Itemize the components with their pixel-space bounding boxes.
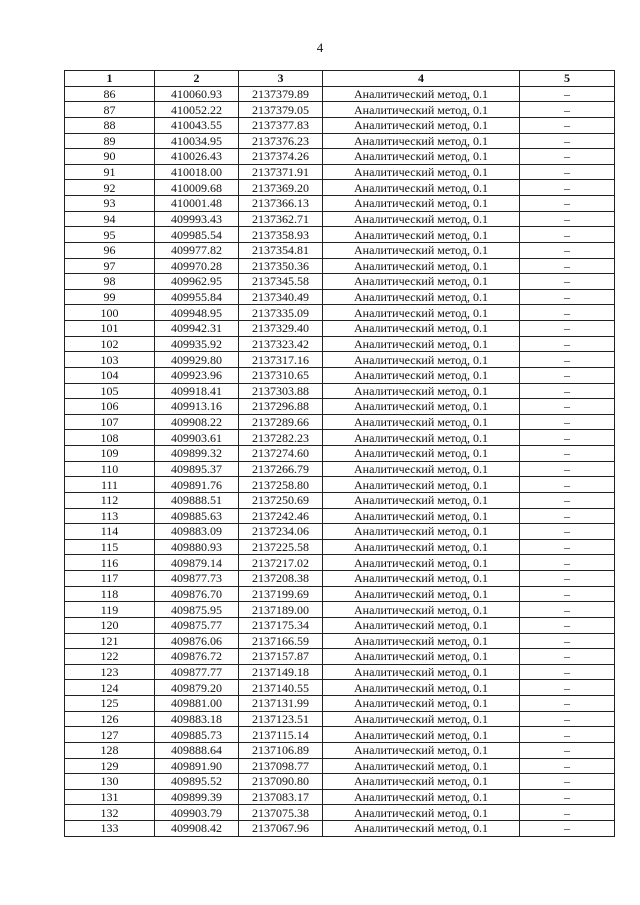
x-coordinate-cell: 409880.93 xyxy=(155,539,239,555)
point-number-cell: 112 xyxy=(65,492,155,508)
point-number-cell: 110 xyxy=(65,461,155,477)
method-cell: Аналитический метод, 0.1 xyxy=(323,664,520,680)
method-cell: Аналитический метод, 0.1 xyxy=(323,539,520,555)
point-number-cell: 129 xyxy=(65,758,155,774)
note-cell: – xyxy=(520,86,615,102)
table-row xyxy=(65,321,615,337)
table-body xyxy=(65,86,615,836)
method-cell: Аналитический метод, 0.1 xyxy=(323,602,520,618)
x-coordinate-cell: 409993.43 xyxy=(155,211,239,227)
note-cell: – xyxy=(520,242,615,258)
point-number-cell: 124 xyxy=(65,680,155,696)
table-row xyxy=(65,196,615,212)
point-number-cell: 118 xyxy=(65,586,155,602)
point-number-cell: 89 xyxy=(65,133,155,149)
table-row xyxy=(65,352,615,368)
y-coordinate-cell: 2137374.26 xyxy=(239,149,323,165)
note-cell: – xyxy=(520,664,615,680)
point-number-cell: 111 xyxy=(65,477,155,493)
method-cell: Аналитический метод, 0.1 xyxy=(323,149,520,165)
point-number-cell: 115 xyxy=(65,539,155,555)
table-row xyxy=(65,399,615,415)
method-cell: Аналитический метод, 0.1 xyxy=(323,430,520,446)
method-cell: Аналитический метод, 0.1 xyxy=(323,633,520,649)
table-row xyxy=(65,664,615,680)
y-coordinate-cell: 2137310.65 xyxy=(239,367,323,383)
note-cell: – xyxy=(520,149,615,165)
table-row xyxy=(65,649,615,665)
note-cell: – xyxy=(520,821,615,837)
x-coordinate-cell: 409948.95 xyxy=(155,305,239,321)
column-header-2: 2 xyxy=(155,71,239,87)
method-cell: Аналитический метод, 0.1 xyxy=(323,414,520,430)
y-coordinate-cell: 2137303.88 xyxy=(239,383,323,399)
note-cell: – xyxy=(520,117,615,133)
column-header-5: 5 xyxy=(520,71,615,87)
y-coordinate-cell: 2137362.71 xyxy=(239,211,323,227)
method-cell: Аналитический метод, 0.1 xyxy=(323,133,520,149)
table-row xyxy=(65,227,615,243)
table-row xyxy=(65,86,615,102)
table-row xyxy=(65,586,615,602)
note-cell: – xyxy=(520,367,615,383)
note-cell: – xyxy=(520,414,615,430)
method-cell: Аналитический метод, 0.1 xyxy=(323,524,520,540)
method-cell: Аналитический метод, 0.1 xyxy=(323,367,520,383)
x-coordinate-cell: 409942.31 xyxy=(155,321,239,337)
point-number-cell: 104 xyxy=(65,367,155,383)
table-row xyxy=(65,211,615,227)
column-header-3: 3 xyxy=(239,71,323,87)
x-coordinate-cell: 409883.09 xyxy=(155,524,239,540)
x-coordinate-cell: 409891.90 xyxy=(155,758,239,774)
x-coordinate-cell: 409888.51 xyxy=(155,492,239,508)
method-cell: Аналитический метод, 0.1 xyxy=(323,180,520,196)
point-number-cell: 107 xyxy=(65,414,155,430)
table-row xyxy=(65,789,615,805)
page-number: 4 xyxy=(316,40,324,55)
table-row xyxy=(65,117,615,133)
x-coordinate-cell: 409899.32 xyxy=(155,446,239,462)
table-row xyxy=(65,180,615,196)
table-row xyxy=(65,758,615,774)
point-number-cell: 86 xyxy=(65,86,155,102)
y-coordinate-cell: 2137369.20 xyxy=(239,180,323,196)
note-cell: – xyxy=(520,617,615,633)
table-row xyxy=(65,571,615,587)
point-number-cell: 133 xyxy=(65,821,155,837)
y-coordinate-cell: 2137379.89 xyxy=(239,86,323,102)
table-row xyxy=(65,414,615,430)
method-cell: Аналитический метод, 0.1 xyxy=(323,102,520,118)
x-coordinate-cell: 410060.93 xyxy=(155,86,239,102)
point-number-cell: 121 xyxy=(65,633,155,649)
y-coordinate-cell: 2137217.02 xyxy=(239,555,323,571)
y-coordinate-cell: 2137258.80 xyxy=(239,477,323,493)
y-coordinate-cell: 2137234.06 xyxy=(239,524,323,540)
x-coordinate-cell: 409913.16 xyxy=(155,399,239,415)
table-row xyxy=(65,367,615,383)
note-cell: – xyxy=(520,539,615,555)
y-coordinate-cell: 2137067.96 xyxy=(239,821,323,837)
y-coordinate-cell: 2137345.58 xyxy=(239,274,323,290)
point-number-cell: 127 xyxy=(65,727,155,743)
column-header-4: 4 xyxy=(323,71,520,87)
y-coordinate-cell: 2137140.55 xyxy=(239,680,323,696)
point-number-cell: 90 xyxy=(65,149,155,165)
table-row xyxy=(65,336,615,352)
point-number-cell: 131 xyxy=(65,789,155,805)
x-coordinate-cell: 409977.82 xyxy=(155,242,239,258)
table-row xyxy=(65,242,615,258)
note-cell: – xyxy=(520,102,615,118)
note-cell: – xyxy=(520,133,615,149)
x-coordinate-cell: 409935.92 xyxy=(155,336,239,352)
point-number-cell: 103 xyxy=(65,352,155,368)
note-cell: – xyxy=(520,196,615,212)
y-coordinate-cell: 2137296.88 xyxy=(239,399,323,415)
method-cell: Аналитический метод, 0.1 xyxy=(323,86,520,102)
point-number-cell: 96 xyxy=(65,242,155,258)
note-cell: – xyxy=(520,571,615,587)
method-cell: Аналитический метод, 0.1 xyxy=(323,617,520,633)
note-cell: – xyxy=(520,352,615,368)
x-coordinate-cell: 409885.63 xyxy=(155,508,239,524)
x-coordinate-cell: 409970.28 xyxy=(155,258,239,274)
point-number-cell: 109 xyxy=(65,446,155,462)
point-number-cell: 130 xyxy=(65,774,155,790)
method-cell: Аналитический метод, 0.1 xyxy=(323,352,520,368)
method-cell: Аналитический метод, 0.1 xyxy=(323,399,520,415)
table-row xyxy=(65,258,615,274)
x-coordinate-cell: 409888.64 xyxy=(155,742,239,758)
method-cell: Аналитический метод, 0.1 xyxy=(323,117,520,133)
point-number-cell: 117 xyxy=(65,571,155,587)
note-cell: – xyxy=(520,649,615,665)
note-cell: – xyxy=(520,742,615,758)
x-coordinate-cell: 410034.95 xyxy=(155,133,239,149)
method-cell: Аналитический метод, 0.1 xyxy=(323,242,520,258)
note-cell: – xyxy=(520,696,615,712)
note-cell: – xyxy=(520,227,615,243)
x-coordinate-cell: 410043.55 xyxy=(155,117,239,133)
table-row xyxy=(65,149,615,165)
note-cell: – xyxy=(520,555,615,571)
method-cell: Аналитический метод, 0.1 xyxy=(323,789,520,805)
note-cell: – xyxy=(520,383,615,399)
point-number-cell: 128 xyxy=(65,742,155,758)
point-number-cell: 105 xyxy=(65,383,155,399)
table-header-row xyxy=(65,71,615,87)
table-row xyxy=(65,477,615,493)
note-cell: – xyxy=(520,336,615,352)
x-coordinate-cell: 410009.68 xyxy=(155,180,239,196)
table-row xyxy=(65,274,615,290)
y-coordinate-cell: 2137166.59 xyxy=(239,633,323,649)
table-row xyxy=(65,602,615,618)
y-coordinate-cell: 2137371.91 xyxy=(239,164,323,180)
x-coordinate-cell: 409875.77 xyxy=(155,617,239,633)
x-coordinate-cell: 409908.22 xyxy=(155,414,239,430)
table-row xyxy=(65,164,615,180)
note-cell: – xyxy=(520,180,615,196)
table-row xyxy=(65,805,615,821)
table-row xyxy=(65,430,615,446)
y-coordinate-cell: 2137376.23 xyxy=(239,133,323,149)
y-coordinate-cell: 2137289.66 xyxy=(239,414,323,430)
x-coordinate-cell: 409891.76 xyxy=(155,477,239,493)
y-coordinate-cell: 2137242.46 xyxy=(239,508,323,524)
note-cell: – xyxy=(520,430,615,446)
y-coordinate-cell: 2137175.34 xyxy=(239,617,323,633)
note-cell: – xyxy=(520,399,615,415)
x-coordinate-cell: 409903.79 xyxy=(155,805,239,821)
method-cell: Аналитический метод, 0.1 xyxy=(323,196,520,212)
method-cell: Аналитический метод, 0.1 xyxy=(323,555,520,571)
y-coordinate-cell: 2137225.58 xyxy=(239,539,323,555)
note-cell: – xyxy=(520,789,615,805)
point-number-cell: 101 xyxy=(65,321,155,337)
method-cell: Аналитический метод, 0.1 xyxy=(323,696,520,712)
note-cell: – xyxy=(520,289,615,305)
y-coordinate-cell: 2137149.18 xyxy=(239,664,323,680)
table-row xyxy=(65,680,615,696)
x-coordinate-cell: 409923.96 xyxy=(155,367,239,383)
table-row xyxy=(65,539,615,555)
method-cell: Аналитический метод, 0.1 xyxy=(323,649,520,665)
point-number-cell: 116 xyxy=(65,555,155,571)
table-row xyxy=(65,821,615,837)
method-cell: Аналитический метод, 0.1 xyxy=(323,477,520,493)
note-cell: – xyxy=(520,602,615,618)
point-number-cell: 91 xyxy=(65,164,155,180)
note-cell: – xyxy=(520,211,615,227)
method-cell: Аналитический метод, 0.1 xyxy=(323,727,520,743)
point-number-cell: 88 xyxy=(65,117,155,133)
y-coordinate-cell: 2137208.38 xyxy=(239,571,323,587)
x-coordinate-cell: 409985.54 xyxy=(155,227,239,243)
point-number-cell: 123 xyxy=(65,664,155,680)
note-cell: – xyxy=(520,274,615,290)
y-coordinate-cell: 2137350.36 xyxy=(239,258,323,274)
point-number-cell: 87 xyxy=(65,102,155,118)
note-cell: – xyxy=(520,758,615,774)
x-coordinate-cell: 409962.95 xyxy=(155,274,239,290)
x-coordinate-cell: 409876.72 xyxy=(155,649,239,665)
table-row xyxy=(65,305,615,321)
method-cell: Аналитический метод, 0.1 xyxy=(323,758,520,774)
method-cell: Аналитический метод, 0.1 xyxy=(323,680,520,696)
y-coordinate-cell: 2137075.38 xyxy=(239,805,323,821)
point-number-cell: 93 xyxy=(65,196,155,212)
point-number-cell: 102 xyxy=(65,336,155,352)
table-row xyxy=(65,508,615,524)
y-coordinate-cell: 2137123.51 xyxy=(239,711,323,727)
point-number-cell: 97 xyxy=(65,258,155,274)
y-coordinate-cell: 2137098.77 xyxy=(239,758,323,774)
point-number-cell: 120 xyxy=(65,617,155,633)
y-coordinate-cell: 2137131.99 xyxy=(239,696,323,712)
x-coordinate-cell: 409876.70 xyxy=(155,586,239,602)
x-coordinate-cell: 409899.39 xyxy=(155,789,239,805)
x-coordinate-cell: 409955.84 xyxy=(155,289,239,305)
y-coordinate-cell: 2137115.14 xyxy=(239,727,323,743)
x-coordinate-cell: 410018.00 xyxy=(155,164,239,180)
table-row xyxy=(65,617,615,633)
y-coordinate-cell: 2137366.13 xyxy=(239,196,323,212)
note-cell: – xyxy=(520,258,615,274)
note-cell: – xyxy=(520,164,615,180)
point-number-cell: 119 xyxy=(65,602,155,618)
table-row xyxy=(65,133,615,149)
y-coordinate-cell: 2137340.49 xyxy=(239,289,323,305)
x-coordinate-cell: 409903.61 xyxy=(155,430,239,446)
note-cell: – xyxy=(520,727,615,743)
table-row xyxy=(65,696,615,712)
coordinates-table xyxy=(64,70,615,837)
y-coordinate-cell: 2137157.87 xyxy=(239,649,323,665)
x-coordinate-cell: 409929.80 xyxy=(155,352,239,368)
x-coordinate-cell: 409885.73 xyxy=(155,727,239,743)
y-coordinate-cell: 2137189.00 xyxy=(239,602,323,618)
note-cell: – xyxy=(520,805,615,821)
table-row xyxy=(65,524,615,540)
point-number-cell: 98 xyxy=(65,274,155,290)
y-coordinate-cell: 2137106.89 xyxy=(239,742,323,758)
x-coordinate-cell: 409875.95 xyxy=(155,602,239,618)
x-coordinate-cell: 409879.14 xyxy=(155,555,239,571)
x-coordinate-cell: 409895.52 xyxy=(155,774,239,790)
y-coordinate-cell: 2137329.40 xyxy=(239,321,323,337)
method-cell: Аналитический метод, 0.1 xyxy=(323,742,520,758)
method-cell: Аналитический метод, 0.1 xyxy=(323,211,520,227)
x-coordinate-cell: 409918.41 xyxy=(155,383,239,399)
table-row xyxy=(65,711,615,727)
table-row xyxy=(65,383,615,399)
y-coordinate-cell: 2137199.69 xyxy=(239,586,323,602)
point-number-cell: 99 xyxy=(65,289,155,305)
column-header-1: 1 xyxy=(65,71,155,87)
point-number-cell: 92 xyxy=(65,180,155,196)
point-number-cell: 125 xyxy=(65,696,155,712)
y-coordinate-cell: 2137250.69 xyxy=(239,492,323,508)
method-cell: Аналитический метод, 0.1 xyxy=(323,821,520,837)
table-row xyxy=(65,289,615,305)
x-coordinate-cell: 409877.73 xyxy=(155,571,239,587)
note-cell: – xyxy=(520,586,615,602)
x-coordinate-cell: 409881.00 xyxy=(155,696,239,712)
point-number-cell: 114 xyxy=(65,524,155,540)
method-cell: Аналитический метод, 0.1 xyxy=(323,461,520,477)
x-coordinate-cell: 409895.37 xyxy=(155,461,239,477)
note-cell: – xyxy=(520,477,615,493)
method-cell: Аналитический метод, 0.1 xyxy=(323,321,520,337)
point-number-cell: 94 xyxy=(65,211,155,227)
method-cell: Аналитический метод, 0.1 xyxy=(323,383,520,399)
note-cell: – xyxy=(520,305,615,321)
note-cell: – xyxy=(520,321,615,337)
method-cell: Аналитический метод, 0.1 xyxy=(323,336,520,352)
x-coordinate-cell: 409877.77 xyxy=(155,664,239,680)
note-cell: – xyxy=(520,461,615,477)
method-cell: Аналитический метод, 0.1 xyxy=(323,508,520,524)
y-coordinate-cell: 2137282.23 xyxy=(239,430,323,446)
note-cell: – xyxy=(520,524,615,540)
table-row xyxy=(65,727,615,743)
table-row xyxy=(65,102,615,118)
method-cell: Аналитический метод, 0.1 xyxy=(323,774,520,790)
y-coordinate-cell: 2137358.93 xyxy=(239,227,323,243)
y-coordinate-cell: 2137354.81 xyxy=(239,242,323,258)
x-coordinate-cell: 409876.06 xyxy=(155,633,239,649)
y-coordinate-cell: 2137090.80 xyxy=(239,774,323,790)
y-coordinate-cell: 2137335.09 xyxy=(239,305,323,321)
y-coordinate-cell: 2137083.17 xyxy=(239,789,323,805)
method-cell: Аналитический метод, 0.1 xyxy=(323,805,520,821)
table-row xyxy=(65,774,615,790)
method-cell: Аналитический метод, 0.1 xyxy=(323,586,520,602)
x-coordinate-cell: 410001.48 xyxy=(155,196,239,212)
method-cell: Аналитический метод, 0.1 xyxy=(323,711,520,727)
point-number-cell: 100 xyxy=(65,305,155,321)
point-number-cell: 106 xyxy=(65,399,155,415)
table-row xyxy=(65,461,615,477)
method-cell: Аналитический метод, 0.1 xyxy=(323,274,520,290)
y-coordinate-cell: 2137266.79 xyxy=(239,461,323,477)
x-coordinate-cell: 409883.18 xyxy=(155,711,239,727)
table-row xyxy=(65,633,615,649)
point-number-cell: 95 xyxy=(65,227,155,243)
note-cell: – xyxy=(520,774,615,790)
note-cell: – xyxy=(520,446,615,462)
x-coordinate-cell: 410052.22 xyxy=(155,102,239,118)
method-cell: Аналитический метод, 0.1 xyxy=(323,305,520,321)
x-coordinate-cell: 409879.20 xyxy=(155,680,239,696)
point-number-cell: 132 xyxy=(65,805,155,821)
y-coordinate-cell: 2137274.60 xyxy=(239,446,323,462)
note-cell: – xyxy=(520,711,615,727)
y-coordinate-cell: 2137323.42 xyxy=(239,336,323,352)
point-number-cell: 113 xyxy=(65,508,155,524)
method-cell: Аналитический метод, 0.1 xyxy=(323,446,520,462)
note-cell: – xyxy=(520,492,615,508)
method-cell: Аналитический метод, 0.1 xyxy=(323,227,520,243)
point-number-cell: 108 xyxy=(65,430,155,446)
x-coordinate-cell: 410026.43 xyxy=(155,149,239,165)
y-coordinate-cell: 2137377.83 xyxy=(239,117,323,133)
table-row xyxy=(65,446,615,462)
point-number-cell: 126 xyxy=(65,711,155,727)
y-coordinate-cell: 2137379.05 xyxy=(239,102,323,118)
point-number-cell: 122 xyxy=(65,649,155,665)
table-row xyxy=(65,555,615,571)
note-cell: – xyxy=(520,508,615,524)
method-cell: Аналитический метод, 0.1 xyxy=(323,571,520,587)
method-cell: Аналитический метод, 0.1 xyxy=(323,492,520,508)
x-coordinate-cell: 409908.42 xyxy=(155,821,239,837)
table-row xyxy=(65,742,615,758)
note-cell: – xyxy=(520,680,615,696)
y-coordinate-cell: 2137317.16 xyxy=(239,352,323,368)
method-cell: Аналитический метод, 0.1 xyxy=(323,258,520,274)
method-cell: Аналитический метод, 0.1 xyxy=(323,164,520,180)
table-row xyxy=(65,492,615,508)
note-cell: – xyxy=(520,633,615,649)
method-cell: Аналитический метод, 0.1 xyxy=(323,289,520,305)
